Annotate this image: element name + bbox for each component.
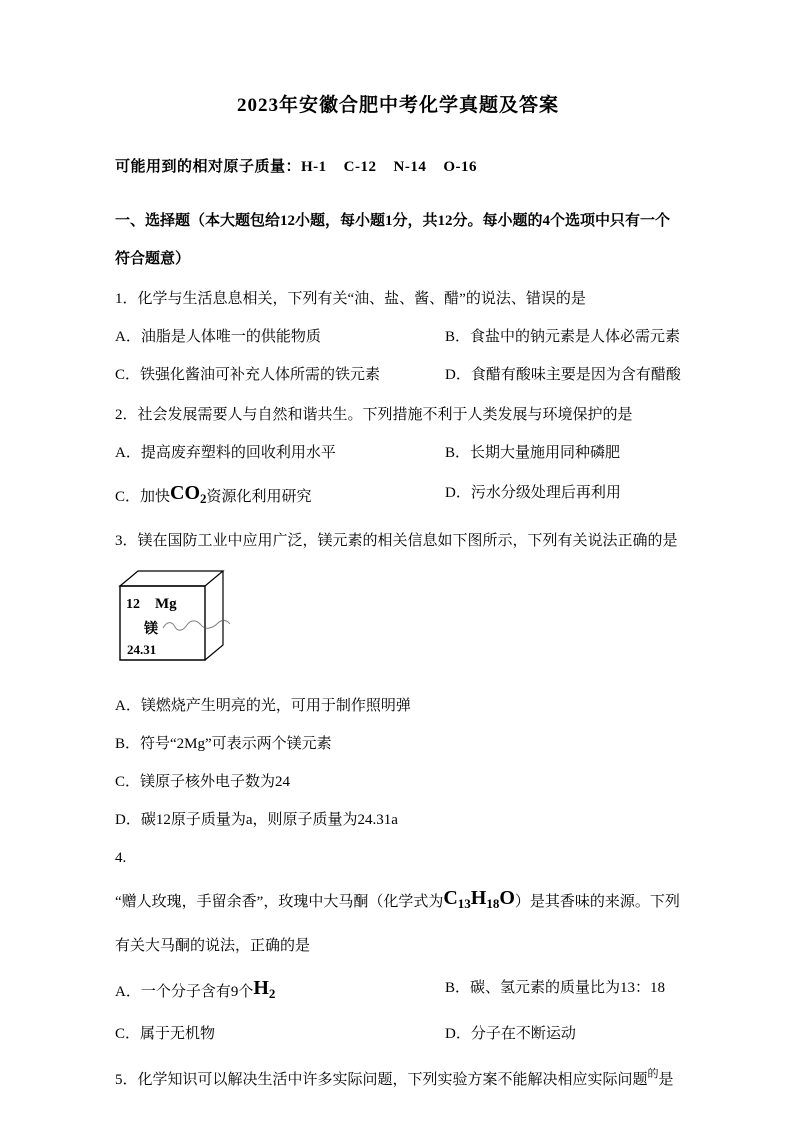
question-4-option-b: B．碳、氢元素的质量比为13：18 bbox=[445, 980, 666, 996]
question-2-option-b: B．长期大量施用同种磷肥 bbox=[445, 445, 621, 461]
atomic-number-text: 12 bbox=[126, 597, 140, 612]
element-symbol-text: Mg bbox=[155, 596, 177, 612]
formula-carbon-subscript: 13 bbox=[457, 896, 471, 911]
question-3-stem: 3．镁在国防工业中应用广泛，镁元素的相关信息如下图所示，下列有关说法正确的是 bbox=[115, 533, 678, 549]
formula-hydrogen-subscript: 18 bbox=[486, 896, 500, 911]
question-1-option-d: D．食醋有酸味主要是因为含有醋酸 bbox=[445, 367, 681, 383]
question-4-option-a bbox=[115, 967, 445, 1015]
co2-formula-subscript: 2 bbox=[200, 491, 207, 506]
co2-formula bbox=[170, 482, 207, 504]
page-title: 2023年安徽合肥中考化学真题及答案 bbox=[236, 95, 559, 116]
cube-top-face bbox=[120, 571, 223, 586]
h2-formula-main: H bbox=[253, 977, 269, 999]
question-3-option-b: B．符号“2Mg”可表示两个镁元素 bbox=[115, 736, 332, 752]
question-4-option-c: C．属于无机物 bbox=[115, 1026, 216, 1042]
question-1-options-row-2 bbox=[115, 356, 681, 394]
question-3-option-a: A．镁燃烧产生明亮的光，可用于制作照明弹 bbox=[115, 698, 411, 714]
pencil-scribble-mark bbox=[163, 620, 230, 630]
question-4-intro-pre: “赠人玫瑰，手留余香”，玫瑰中大马酮（化学式为 bbox=[115, 894, 444, 910]
question-4-number: 4. bbox=[115, 850, 127, 866]
h2-formula-subscript: 2 bbox=[268, 986, 276, 1001]
question-4-option-d: D．分子在不断运动 bbox=[445, 1026, 576, 1042]
question-3-option-d: D．碳12原子质量为a，则原子质量为24.31a bbox=[115, 812, 398, 828]
formula-hydrogen: H bbox=[470, 887, 487, 909]
option-c-text-post: 资源化利用研究 bbox=[206, 489, 312, 505]
atomic-mass-text: 24.31 bbox=[127, 642, 157, 657]
magnesium-element-cube bbox=[117, 566, 249, 666]
question-2-stem: 2．社会发展需要人与自然和谐共生。下列措施不利于人类发展与环境保护的是 bbox=[115, 407, 633, 423]
element-box-figure bbox=[117, 566, 681, 671]
question-2-options-row-2 bbox=[115, 472, 681, 520]
option-a-text-pre: A．一个分子含有9个 bbox=[115, 984, 254, 1000]
formula-carbon: C bbox=[443, 887, 458, 909]
question-1-option-b: B．食盐中的钠元素是人体必需元素 bbox=[445, 329, 681, 345]
option-c-text-pre: C．加快 bbox=[115, 489, 171, 505]
question-4-options-row-2 bbox=[115, 1015, 681, 1053]
h2-formula bbox=[253, 977, 275, 999]
question-1-stem: 1．化学与生活息息相关，下列有关“油、盐、酱、醋”的说法、错误的是 bbox=[115, 291, 586, 307]
question-2-option-d: D．污水分级处理后再利用 bbox=[445, 485, 621, 501]
section-header: 一、选择题（本大题包给12小题，每小题1分，共12分。每小题的4个选项中只有一个符合题意） bbox=[115, 213, 671, 267]
element-name-text: 镁 bbox=[144, 622, 158, 637]
question-2-options-row-1 bbox=[115, 434, 681, 472]
question-4-intro bbox=[115, 877, 681, 967]
question-1-option-a: A．油脂是人体唯一的供能物质 bbox=[115, 329, 321, 345]
atomic-masses-line: 可能用到的相对原子质量：H-1 C-12 N-14 O-16 bbox=[115, 159, 477, 175]
question-1-options-row-1 bbox=[115, 318, 681, 356]
question-4-intro-post: ）是其香味的来源。下列有关大马酮的说法，正确的是 bbox=[115, 894, 680, 954]
question-2-option-c bbox=[115, 472, 445, 520]
question-2-option-a: A．提高废弃塑料的回收利用水平 bbox=[115, 445, 336, 461]
question-5-raised-char: 的 bbox=[647, 1068, 659, 1080]
damascenone-formula bbox=[443, 887, 515, 909]
question-4-options-row-1 bbox=[115, 967, 681, 1015]
question-5-stem-pre: 5．化学知识可以解决生活中许多实际问题，下列实验方案不能解决相应实际问题 bbox=[115, 1072, 648, 1088]
question-1-option-c: C．铁强化酱油可补充人体所需的铁元素 bbox=[115, 367, 381, 383]
co2-formula-main: CO bbox=[170, 482, 201, 504]
formula-oxygen: O bbox=[499, 887, 515, 909]
question-3-option-c: C．镁原子核外电子数为24 bbox=[115, 774, 291, 790]
question-5-stem-post: 是 bbox=[658, 1072, 674, 1088]
question-5-stem bbox=[115, 1055, 681, 1099]
